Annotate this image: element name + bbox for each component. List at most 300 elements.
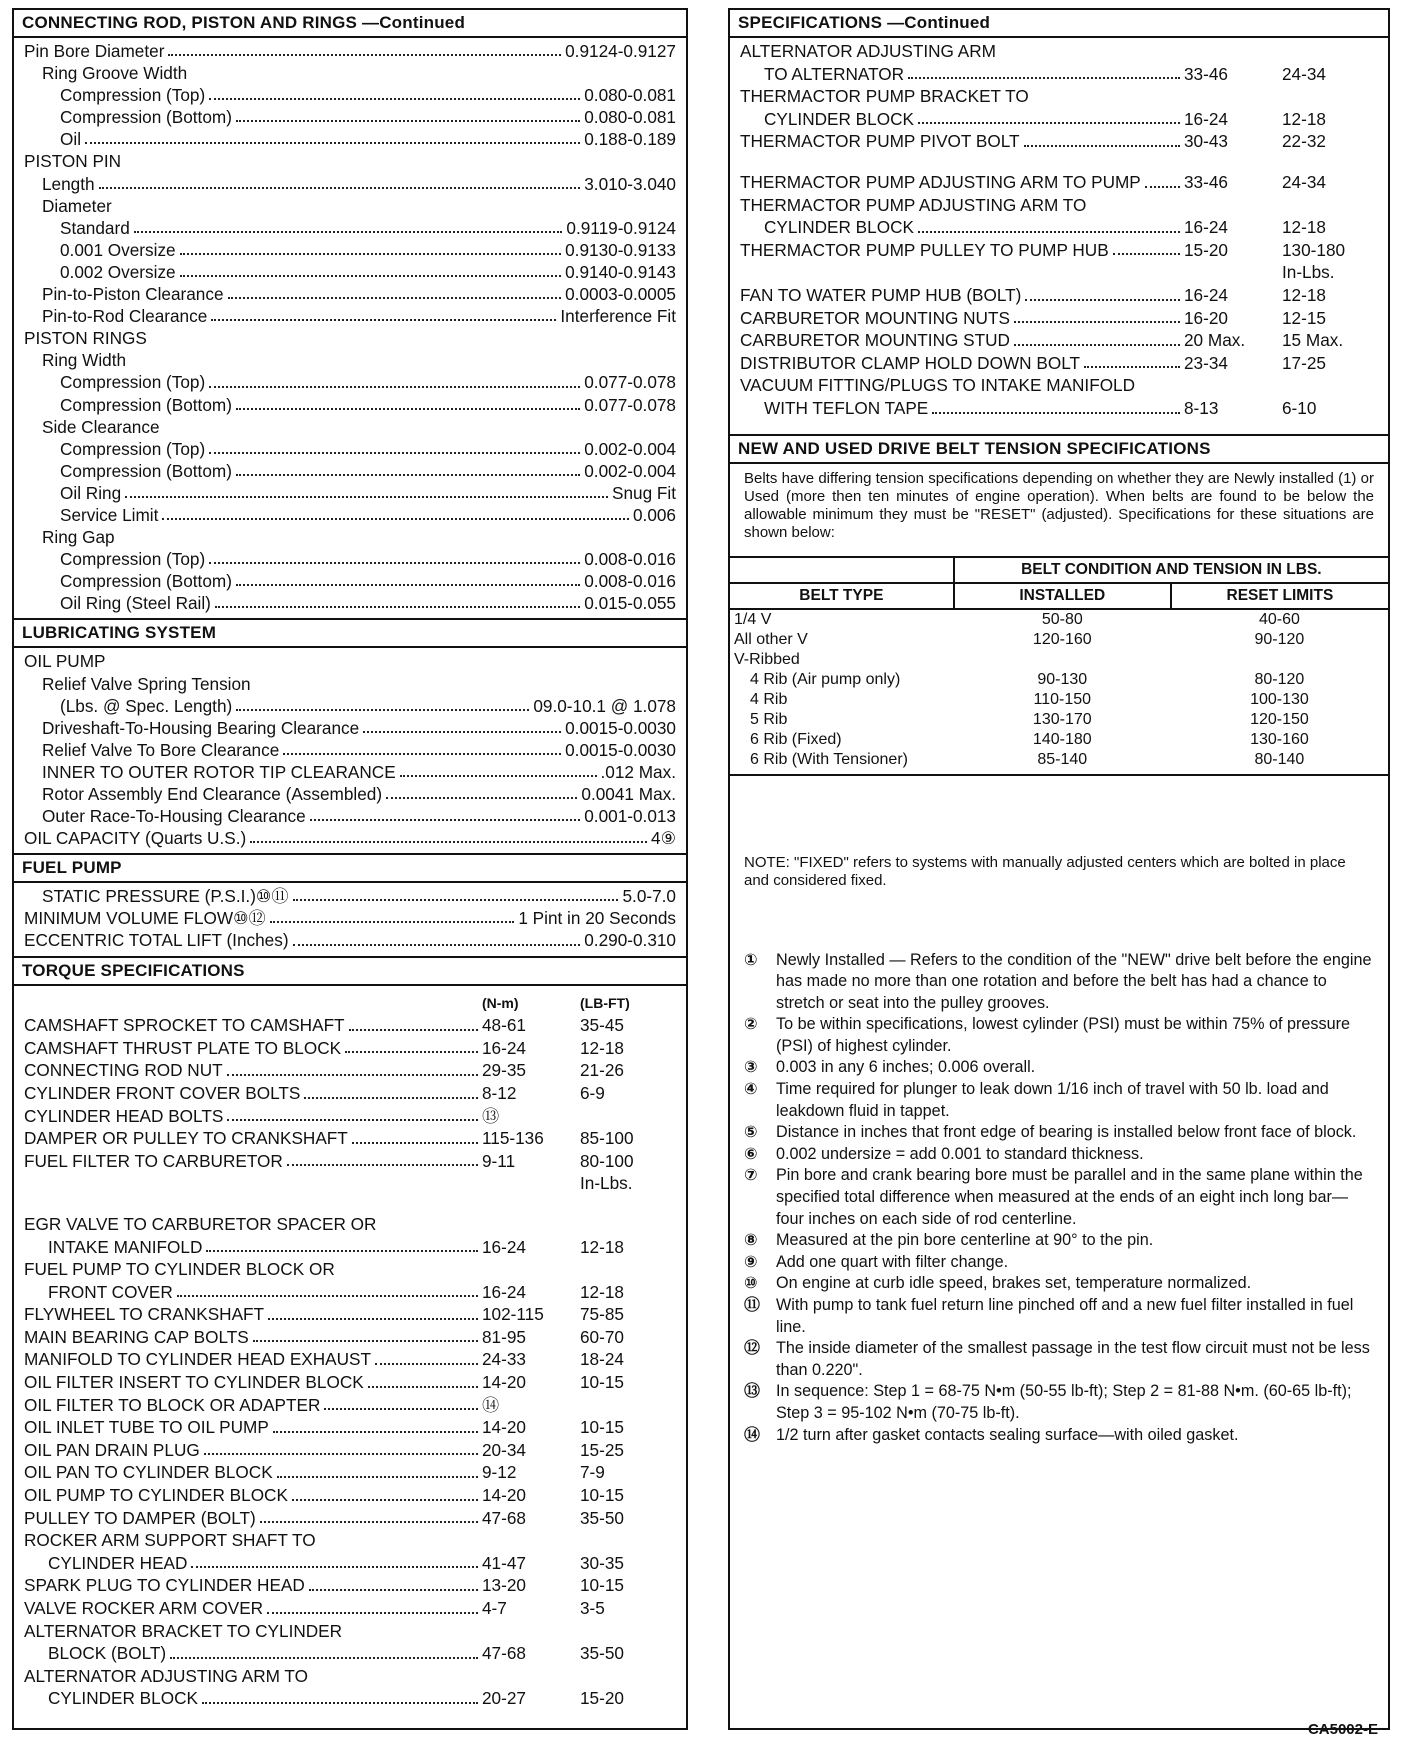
torque-lbft-value: 17-25 (1282, 352, 1326, 373)
leader-dots (202, 1702, 478, 1704)
torque-row (24, 1620, 676, 1643)
torque-nm-value: 33-46 (1184, 171, 1228, 192)
leader-dots (204, 1453, 478, 1455)
torque-row (740, 85, 1378, 108)
footnote-number: ⑩ (744, 1275, 758, 1293)
spec-row (24, 305, 676, 327)
footnote-text: Distance in inches that front edge of bearing is installed below front face of block. (776, 1123, 1357, 1142)
col-installed: INSTALLED (954, 583, 1171, 609)
leader-dots (309, 1589, 478, 1591)
spec-label: Service Limit (60, 504, 159, 525)
torque-lbft-value: 12-18 (580, 1236, 624, 1257)
torque-nm-value: 16-24 (482, 1037, 526, 1058)
leader-dots (180, 275, 562, 277)
leader-dots (236, 120, 580, 122)
torque-label: PULLEY TO DAMPER (BOLT) (24, 1507, 256, 1528)
spec-value: 09.0-10.1 @ 1.078 (533, 695, 676, 716)
footnote-number: ④ (744, 1081, 758, 1099)
spec-value: 0.008-0.016 (584, 571, 676, 592)
footnote-text: 0.002 undersize = add 0.001 to standard thickness. (776, 1144, 1144, 1163)
torque-nm-value: 15-20 (1184, 239, 1228, 260)
spec-row (24, 460, 676, 482)
leader-dots (270, 921, 515, 923)
belt-row (730, 670, 1388, 690)
spec-row (24, 592, 676, 614)
torque-label: SPARK PLUG TO CYLINDER HEAD (24, 1575, 305, 1596)
torque-label: FLYWHEEL TO CRANKSHAFT (24, 1304, 265, 1325)
belt-row (730, 750, 1388, 770)
belt-installed: 140-180 (1032, 730, 1092, 748)
footnote-number: ⑦ (744, 1167, 758, 1185)
spec-row (24, 371, 676, 393)
torque-row (740, 307, 1378, 330)
torque-row (24, 1037, 676, 1060)
spec-row (24, 570, 676, 592)
spec-row (24, 106, 676, 128)
torque-label: ALTERNATOR BRACKET TO CYLINDER (24, 1620, 343, 1641)
torque-row (24, 1326, 676, 1349)
footnote-number: ⑭ (744, 1426, 761, 1444)
torque-lbft-value: 10-15 (580, 1417, 624, 1438)
torque-lbft-value: 6-10 (1282, 397, 1317, 418)
footnote-item (744, 1252, 1374, 1274)
leader-dots (209, 386, 580, 388)
torque-lbft-value: 10-15 (580, 1372, 624, 1393)
torque-lbft-value: 15-20 (580, 1688, 624, 1709)
torque-nm-value: 9-11 (482, 1150, 516, 1171)
belt-reset: 40-60 (1258, 610, 1300, 628)
spec-row (24, 827, 676, 849)
belt-row (730, 609, 1388, 630)
footnote-text: Measured at the pin bore centerline at 90° to the pin. (776, 1231, 1154, 1250)
belt-installed: 50-80 (1041, 610, 1083, 628)
leader-dots (304, 1097, 478, 1099)
torque-row (24, 1213, 676, 1236)
leader-dots (168, 54, 561, 56)
spec-row (24, 783, 676, 805)
spec-label: Pin-to-Piston Clearance (42, 284, 224, 305)
leader-dots (209, 562, 580, 564)
belt-intro: Belts have differing tension specifications depending on whether they are Newly installed (1) or Used (more then ten minutes of engine operation). When belts are found to be below the allowable minimum they must be "RESET" (adjusted). Specifications for these situations are shown below: (744, 469, 1374, 541)
torque-row (24, 1461, 676, 1484)
torque-label: CARBURETOR MOUNTING STUD (740, 330, 1010, 351)
leader-dots (283, 753, 561, 755)
spec-row (24, 929, 676, 951)
torque-label: WITH TEFLON TAPE (764, 397, 929, 418)
torque-row (24, 1529, 676, 1552)
belt-reset: 120-150 (1250, 710, 1309, 728)
torque-row (740, 63, 1378, 86)
footnote-item (744, 1144, 1374, 1166)
footnote-number: ① (744, 951, 758, 969)
torque-label: CYLINDER BLOCK (764, 217, 914, 238)
spec-value: 3.010-3.040 (584, 173, 676, 194)
torque-lbft-value: 12-18 (580, 1281, 624, 1302)
leader-dots (236, 709, 529, 711)
torque-nm-value: 41-47 (482, 1552, 526, 1573)
torque-lbft-value: 18-24 (580, 1349, 624, 1370)
spec-label: Ring Width (42, 350, 127, 371)
belt-tension-table (730, 556, 1388, 770)
torque-label: BLOCK (BOLT) (48, 1643, 167, 1664)
torque-label: DISTRIBUTOR CLAMP HOLD DOWN BOLT (740, 352, 1080, 373)
spec-value: 0.001-0.013 (584, 806, 676, 827)
torque-nm-value: ⑭ (482, 1394, 500, 1415)
torque-row (24, 1484, 676, 1507)
spec-row (24, 482, 676, 504)
belt-reset: 80-120 (1254, 670, 1305, 688)
torque-row (24, 1348, 676, 1371)
leader-dots (375, 1363, 478, 1365)
torque-row (24, 1105, 676, 1128)
leader-dots (180, 253, 562, 255)
footnote-number: ③ (744, 1059, 758, 1077)
torque-label: THERMACTOR PUMP ADJUSTING ARM TO (740, 194, 1087, 215)
spec-row (24, 885, 676, 907)
leader-dots (177, 1295, 478, 1297)
torque-label: THERMACTOR PUMP BRACKET TO (740, 86, 1029, 107)
torque-row (24, 1507, 676, 1530)
spec-label: STATIC PRESSURE (P.S.I.)⑩⑪ (42, 886, 289, 907)
leader-dots (227, 1074, 478, 1076)
torque-row (24, 1258, 676, 1281)
torque-nm-value: 13-20 (482, 1575, 526, 1596)
spec-label: Relief Valve To Bore Clearance (42, 739, 280, 760)
spec-label: Ring Groove Width (42, 63, 188, 84)
torque-lbft-value: 6-9 (580, 1082, 605, 1103)
spec-value: 1 Pint in 20 Seconds (518, 908, 676, 929)
spec-heading (24, 150, 676, 172)
spec-label: Compression (Bottom) (60, 394, 232, 415)
belt-reset: 100-130 (1250, 690, 1309, 708)
spec-label: 0.002 Oversize (60, 261, 176, 282)
leader-dots (352, 1142, 478, 1144)
belt-row (730, 630, 1388, 650)
torque-nm-value: 48-61 (482, 1015, 526, 1036)
torque-lbft-value: 15-25 (580, 1439, 624, 1460)
torque-row (24, 1303, 676, 1326)
footnote-number: ② (744, 1016, 758, 1034)
spec-label: PISTON RINGS (24, 328, 147, 349)
torque-label: INTAKE MANIFOLD (48, 1236, 203, 1257)
belt-group-header: BELT CONDITION AND TENSION IN LBS. (954, 557, 1388, 583)
torque-row (24, 1150, 676, 1173)
footnote-number: ⑥ (744, 1145, 758, 1163)
spec-label: PISTON PIN (24, 151, 122, 172)
torque-nm-value: 16-24 (1184, 284, 1228, 305)
torque-lbft-value: 35-50 (580, 1507, 624, 1528)
leader-dots (85, 142, 580, 144)
torque-nm-value: 20 Max. (1184, 330, 1246, 351)
torque-nm-value: 24-33 (482, 1349, 526, 1370)
spec-value: 0.9119-0.9124 (566, 217, 676, 238)
torque-row (740, 194, 1378, 217)
torque-lbft-value: 85-100 (580, 1128, 634, 1149)
torque-row (24, 1082, 676, 1105)
belt-type: 6 Rib (Fixed) (750, 730, 842, 748)
spec-label: Compression (Bottom) (60, 107, 232, 128)
torque-lbft-value: 130-180 (1282, 239, 1346, 260)
spec-heading (24, 650, 676, 672)
belt-type: V-Ribbed (734, 650, 800, 668)
torque-row (740, 171, 1378, 194)
leader-dots (125, 496, 608, 498)
footnote-number: ⑬ (744, 1383, 761, 1401)
leader-dots (211, 319, 556, 321)
torque-label: OIL PUMP TO CYLINDER BLOCK (24, 1485, 288, 1506)
torque-nm-value: 102-115 (482, 1304, 544, 1325)
leader-dots (349, 1029, 478, 1031)
leader-dots (1084, 366, 1180, 368)
leader-dots (293, 944, 581, 946)
torque-nm-value: 47-68 (482, 1643, 526, 1664)
spec-heading (24, 526, 676, 548)
leader-dots (368, 1386, 478, 1388)
spec-value: 0.9140-0.9143 (565, 261, 676, 282)
footnote-item (744, 950, 1374, 1015)
leader-dots (236, 584, 580, 586)
torque-lbft-value: 24-34 (1282, 63, 1326, 84)
belt-type: 5 Rib (750, 710, 788, 728)
torque-label: FAN TO WATER PUMP HUB (BOLT) (740, 284, 1022, 305)
leader-dots (273, 1431, 478, 1433)
spec-value: 0.080-0.081 (584, 85, 676, 106)
spec-label: MINIMUM VOLUME FLOW⑩⑫ (24, 908, 266, 929)
leader-dots (918, 122, 1180, 124)
torque-row (740, 374, 1378, 397)
spec-value: 0.002-0.004 (584, 460, 676, 481)
torque-lbft-value: 7-9 (580, 1462, 605, 1483)
torque-label: CAMSHAFT SPROCKET TO CAMSHAFT (24, 1015, 345, 1036)
torque-label: THERMACTOR PUMP ADJUSTING ARM TO PUMP (740, 171, 1141, 192)
leader-dots (191, 1566, 478, 1568)
torque-row (740, 329, 1378, 352)
torque-row (24, 1687, 676, 1710)
spec-row (24, 717, 676, 739)
spec-row (24, 761, 676, 783)
spec-label: Compression (Top) (60, 372, 206, 393)
spec-row (24, 261, 676, 283)
torque-nm-value: 20-34 (482, 1439, 526, 1460)
torque-nm-value: 16-20 (1184, 307, 1228, 328)
torque-label: OIL PAN DRAIN PLUG (24, 1439, 200, 1460)
torque-lbft-value: 80-100 (580, 1150, 634, 1171)
torque-lbft-value: 3-5 (580, 1598, 605, 1618)
torque-lbft-value: 12-18 (1282, 284, 1326, 305)
torque-row (740, 130, 1378, 153)
spec-value: 0.9124-0.9127 (565, 41, 676, 61)
spec-value: 4⑨ (651, 828, 676, 849)
footnote-text: To be within specifications, lowest cylinder (PSI) must be within 75% of pressure (PSI) of highest cylinder. (776, 1015, 1351, 1055)
belt-installed: 130-170 (1032, 710, 1092, 728)
torque-lbft-value: 10-15 (580, 1575, 624, 1596)
spec-row (24, 283, 676, 305)
torque-label: FRONT COVER (48, 1281, 173, 1302)
torque-label: OIL FILTER TO BLOCK OR ADAPTER (24, 1394, 321, 1415)
spec-row (24, 739, 676, 761)
section-header-fuel-pump: FUEL PUMP (14, 853, 686, 883)
belt-row (730, 690, 1388, 710)
spec-value: 0.002-0.004 (584, 438, 676, 459)
leader-dots (268, 1318, 478, 1320)
section-header-belt-tension: NEW AND USED DRIVE BELT TENSION SPECIFICATIONS (730, 434, 1388, 464)
leader-dots (400, 775, 597, 777)
belt-reset (1171, 650, 1388, 670)
torque-lbft-value: In-Lbs. (580, 1173, 633, 1194)
torque-nm-value: 4-7 (482, 1598, 507, 1618)
leader-dots (236, 474, 580, 476)
spec-value: 0.077-0.078 (584, 394, 676, 415)
note-fixed: NOTE: "FIXED" refers to systems with manually adjusted centers which are bolted in place and considered fixed. (744, 853, 1346, 889)
spec-label: ECCENTRIC TOTAL LIFT (Inches) (24, 930, 289, 951)
leader-dots (932, 412, 1180, 414)
torque-row (740, 216, 1378, 239)
torque-label: OIL PAN TO CYLINDER BLOCK (24, 1462, 273, 1483)
torque-row (24, 1281, 676, 1304)
spec-label: Outer Race-To-Housing Clearance (42, 806, 306, 827)
spec-row (24, 40, 676, 62)
torque-label: THERMACTOR PUMP PIVOT BOLT (740, 131, 1020, 152)
specifications-section (730, 38, 1388, 434)
footnote-item (744, 1122, 1374, 1144)
spec-row (24, 548, 676, 570)
leader-dots (1025, 299, 1180, 301)
leader-dots (324, 1408, 478, 1410)
torque-row (740, 108, 1378, 131)
torque-label: FUEL FILTER TO CARBURETOR (24, 1150, 283, 1171)
spec-label: Driveshaft-To-Housing Bearing Clearance (42, 717, 360, 738)
belt-reset: 90-120 (1254, 630, 1305, 648)
torque-lbft-value: 12-18 (1282, 217, 1326, 238)
torque-nm-value: 16-24 (482, 1281, 526, 1302)
torque-row (740, 261, 1378, 284)
belt-installed: 110-150 (1033, 690, 1092, 708)
torque-label: CAMSHAFT THRUST PLATE TO BLOCK (24, 1037, 342, 1058)
spec-value: 0.290-0.310 (584, 930, 676, 951)
torque-label: ALTERNATOR ADJUSTING ARM TO (24, 1665, 308, 1686)
torque-row (740, 239, 1378, 262)
torque-row (24, 1172, 676, 1195)
torque-nm-value: 33-46 (1184, 63, 1228, 84)
footnote-text: 0.003 in any 6 inches; 0.006 overall. (776, 1058, 1036, 1077)
spec-row (24, 695, 676, 717)
spec-value: 0.188-0.189 (584, 129, 676, 150)
torque-row (24, 1127, 676, 1150)
spec-heading (24, 416, 676, 438)
torque-lbft-value: 12-18 (1282, 108, 1326, 129)
torque-label: ROCKER ARM SUPPORT SHAFT TO (24, 1530, 316, 1551)
spec-label: (Lbs. @ Spec. Length) (60, 695, 233, 716)
footnote-item (744, 1079, 1374, 1122)
leader-dots (206, 1250, 478, 1252)
footnote-item (744, 1273, 1374, 1295)
spec-row (24, 239, 676, 261)
spec-value: 0.080-0.081 (584, 107, 676, 128)
torque-row (740, 397, 1378, 420)
leader-dots (267, 1612, 478, 1614)
torque-label: CYLINDER HEAD (48, 1552, 188, 1573)
torque-nm-value: 30-43 (1184, 131, 1228, 152)
spec-label: Compression (Bottom) (60, 460, 232, 481)
spec-row (24, 907, 676, 929)
leader-dots (363, 731, 561, 733)
torque-nm-value: ⑬ (482, 1105, 500, 1126)
torque-label: CYLINDER BLOCK (764, 108, 914, 129)
belt-reset: 130-160 (1250, 730, 1309, 748)
torque-lbft-value: 10-15 (580, 1485, 624, 1506)
torque-nm-value: 8-12 (482, 1082, 517, 1103)
leader-dots (209, 452, 580, 454)
spec-row (24, 504, 676, 526)
leader-dots (918, 231, 1180, 233)
spec-label: Ring Gap (42, 527, 115, 548)
torque-lbft-value: 35-50 (580, 1643, 624, 1664)
footnote-text: Time required for plunger to leak down 1/16 inch of travel with 50 lb. load and leakdown fluid in tappet. (776, 1080, 1329, 1120)
spec-row (24, 438, 676, 460)
spec-value: .012 Max. (600, 761, 676, 782)
torque-label: CYLINDER BLOCK (48, 1688, 198, 1709)
belt-type: 4 Rib (Air pump only) (750, 670, 901, 688)
col-nm-header: (N-m) (482, 994, 519, 1011)
torque-nm-value: 81-95 (482, 1326, 526, 1347)
footnote-text: Add one quart with filter change. (776, 1252, 1009, 1271)
spec-row (24, 394, 676, 416)
spec-label: OIL PUMP (24, 651, 106, 672)
footnote-text: With pump to tank fuel return line pinched off and a new fuel filter installed in fuel line. (776, 1296, 1354, 1336)
spec-value: 0.006 (632, 504, 676, 525)
torque-label: OIL FILTER INSERT TO CYLINDER BLOCK (24, 1372, 364, 1393)
belt-reset: 80-140 (1254, 750, 1305, 768)
spec-label: Oil Ring (60, 482, 122, 503)
torque-label: CARBURETOR MOUNTING NUTS (740, 307, 1010, 328)
torque-label: TO ALTERNATOR (764, 63, 905, 84)
footnote-text: 1/2 turn after gasket contacts sealing surface—with oiled gasket. (776, 1425, 1239, 1444)
spec-value: 0.0015-0.0030 (565, 717, 676, 738)
torque-lbft-value: 15 Max. (1282, 330, 1344, 351)
torque-row (24, 1574, 676, 1597)
torque-nm-value: 29-35 (482, 1060, 526, 1081)
torque-row (24, 1439, 676, 1462)
belt-row (730, 650, 1388, 670)
footnote-number: ⑫ (744, 1340, 761, 1358)
section-header-torque-specifications: TORQUE SPECIFICATIONS (14, 956, 686, 986)
belt-installed: 120-160 (1032, 630, 1092, 648)
leader-dots (209, 98, 580, 100)
torque-lbft-value: 75-85 (580, 1304, 624, 1325)
footnote-item (744, 1381, 1374, 1424)
spec-label: Compression (Bottom) (60, 571, 232, 592)
leader-dots (1014, 321, 1180, 323)
spec-label: Side Clearance (42, 416, 160, 437)
spec-label: Length (42, 173, 95, 194)
col-belt-type: BELT TYPE (730, 583, 954, 609)
torque-lbft-value: 22-32 (1282, 131, 1326, 152)
spec-heading (24, 349, 676, 371)
torque-row (24, 1597, 676, 1620)
footnote-text: Pin bore and crank bearing bore must be parallel and in the same plane within the specified total difference when measured at the ends of an eight inch long bar—four inches on each side of rod centerline. (776, 1166, 1363, 1228)
leader-dots (236, 408, 580, 410)
footnote-item (744, 1338, 1374, 1381)
spec-row (24, 128, 676, 150)
spec-heading (24, 327, 676, 349)
left-column (12, 8, 688, 1730)
torque-label: MAIN BEARING CAP BOLTS (24, 1326, 249, 1347)
torque-nm-value: 20-27 (482, 1688, 526, 1709)
torque-nm-value: 23-34 (1184, 352, 1228, 373)
footnote-number: ⑪ (744, 1297, 761, 1314)
footnote-item (744, 1057, 1374, 1079)
torque-nm-value: 16-24 (1184, 217, 1228, 238)
